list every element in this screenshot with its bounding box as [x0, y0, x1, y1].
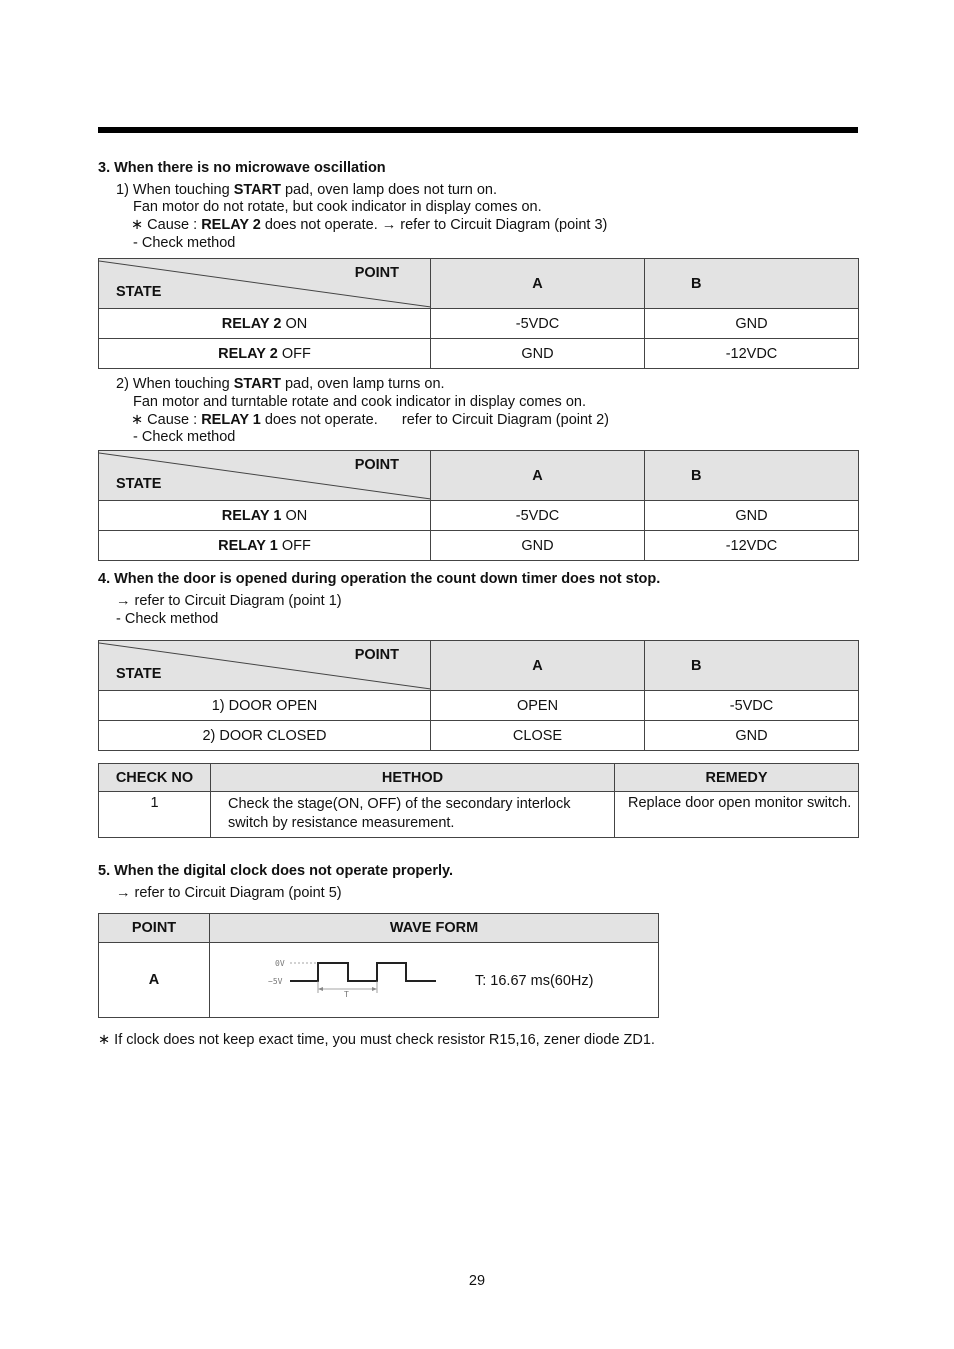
check-no-cell: 1 [99, 792, 211, 838]
point-label: POINT [354, 457, 399, 473]
state-cell: RELAY 2 ON [99, 309, 431, 339]
relay1-table [98, 450, 859, 561]
state-cell: RELAY 2 OFF [99, 339, 431, 369]
point-label: POINT [354, 647, 399, 663]
a-cell: -5VDC [431, 501, 645, 531]
section-4-heading: 4. When the door is opened during operation the count down timer does not stop. [98, 571, 661, 587]
door-table [98, 640, 859, 751]
col-a-header: A [431, 451, 645, 501]
item-2-check-method: - Check method [133, 429, 236, 445]
check-no-header: CHECK NO [99, 764, 211, 792]
footnote: ∗ If clock does not keep exact time, you must check resistor R15,16, zener diode ZD1. [98, 1032, 655, 1048]
wave-note: T: 16.67 ms(60Hz) [475, 973, 594, 989]
top-rule [98, 127, 858, 133]
col-b-header: B [645, 641, 859, 691]
wave-form-cell [210, 943, 659, 1018]
table-row [99, 531, 859, 561]
relay1-header-diagonal [99, 451, 431, 501]
section-3-heading: 3. When there is no microwave oscillation [98, 160, 386, 176]
col-b-header: B [645, 259, 859, 309]
a-cell: OPEN [431, 691, 645, 721]
door-header-diagonal [99, 641, 431, 691]
a-cell: -5VDC [431, 309, 645, 339]
section-5-heading: 5. When the digital clock does not operate properly. [98, 863, 454, 879]
b-cell: GND [645, 501, 859, 531]
state-label: STATE [116, 666, 162, 682]
b-cell: GND [645, 721, 859, 751]
check-table [98, 763, 859, 838]
method-cell: Check the stage(ON, OFF) of the secondary interlock switch by resistance measurement. [211, 792, 615, 838]
item-1-cause: ∗ Cause : RELAY 2 does not operate. → refer to Circuit Diagram (point 3) [131, 217, 608, 233]
table-row [99, 339, 859, 369]
remedy-header: REMEDY [615, 764, 859, 792]
item-1-line1: 1) When touching START pad, oven lamp does not turn on. [116, 182, 497, 198]
state-cell: RELAY 1 OFF [99, 531, 431, 561]
b-cell: -12VDC [645, 339, 859, 369]
col-a-header: A [431, 641, 645, 691]
method-header: HETHOD [211, 764, 615, 792]
section-4-refer: → refer to Circuit Diagram (point 1) [116, 593, 342, 609]
col-b-header: B [645, 451, 859, 501]
b-cell: -5VDC [645, 691, 859, 721]
relay2-table [98, 258, 859, 369]
state-label: STATE [116, 284, 162, 300]
table-row [99, 792, 859, 838]
a-cell: GND [431, 339, 645, 369]
section-4-check-method: - Check method [116, 611, 219, 627]
table-row [99, 691, 859, 721]
page-number: 29 [468, 1273, 486, 1289]
table-row [99, 501, 859, 531]
state-cell: 2) DOOR CLOSED [99, 721, 431, 751]
item-1-check-method: - Check method [133, 235, 236, 251]
wave-form-header: WAVE FORM [210, 914, 659, 943]
item-2-line2: Fan motor and turntable rotate and cook indicator in display comes on. [133, 394, 586, 410]
item-2-cause: ∗ Cause : RELAY 1 does not operate. refer to Circuit Diagram (point 2) [131, 412, 609, 428]
item-1-line2: Fan motor do not rotate, but cook indicator in display comes on. [133, 199, 542, 215]
point-a-cell: A [99, 943, 210, 1018]
state-cell: 1) DOOR OPEN [99, 691, 431, 721]
relay2-header-diagonal [99, 259, 431, 309]
state-cell: RELAY 1 ON [99, 501, 431, 531]
col-a-header: A [431, 259, 645, 309]
table-row [99, 721, 859, 751]
remedy-cell: Replace door open monitor switch. [615, 792, 859, 838]
a-cell: GND [431, 531, 645, 561]
point-header: POINT [99, 914, 210, 943]
wave-label-0v: 0V [275, 959, 285, 968]
table-row [99, 309, 859, 339]
wave-period-label: T [344, 990, 349, 999]
square-wave-diagram [260, 953, 500, 1013]
section-5-refer: → refer to Circuit Diagram (point 5) [116, 885, 342, 901]
point-label: POINT [354, 265, 399, 281]
state-label: STATE [116, 476, 162, 492]
wave-label-minus5v: −5V [268, 977, 283, 986]
b-cell: GND [645, 309, 859, 339]
b-cell: -12VDC [645, 531, 859, 561]
a-cell: CLOSE [431, 721, 645, 751]
item-2-line1: 2) When touching START pad, oven lamp turns on. [116, 376, 445, 392]
waveform-table [98, 913, 659, 1018]
